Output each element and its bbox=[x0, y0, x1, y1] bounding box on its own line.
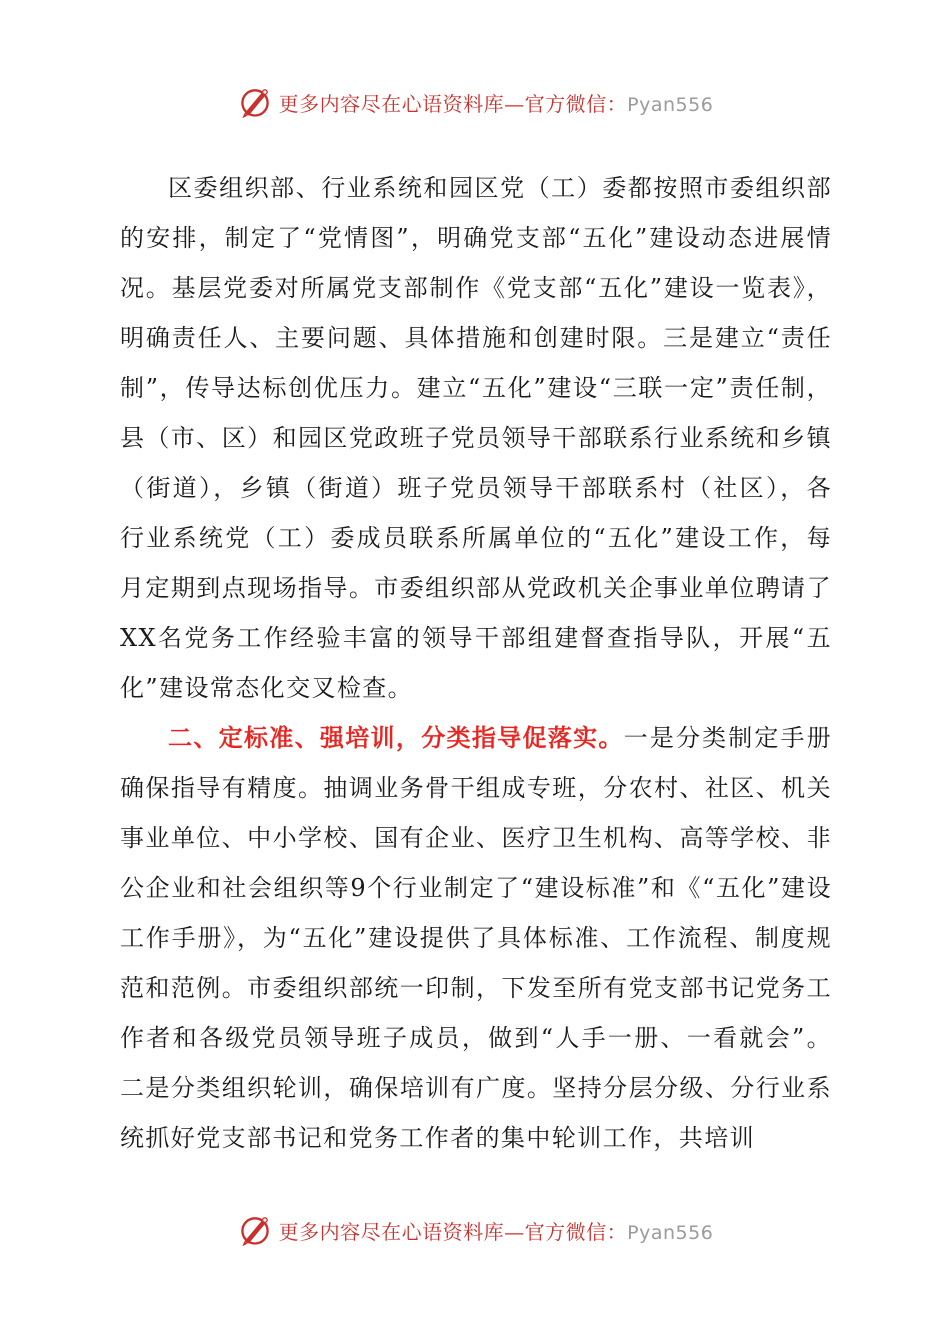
paragraph-2 bbox=[120, 713, 832, 1163]
wechat-id: Pyan556 bbox=[627, 1221, 714, 1244]
watermark-text: 更多内容尽在心语资料库—官方微信：Pyan556 bbox=[278, 91, 714, 116]
section-heading-2: 二、定标准、强培训，分类指导促落实。 bbox=[168, 724, 624, 752]
pen-circle-logo-icon bbox=[237, 1212, 273, 1248]
paragraph-1: 区委组织部、行业系统和园区党（工）委都按照市委组织部的安排，制定了“党情图”，明确党支部“五化”建设动态进展情况。基层党委对所属党支部制作《党支部“五化”建设一览表》，明确责任人、主要问题、具体措施和创建时限。三是建立“责任制”，传导达标创优压力。建立“五化”建设“三联一定”责任制，县（市、区）和园区党政班子党员领导干部联系行业系统和乡镇（街道），乡镇（街道）班子党员领导干部联系村（社区），各行业系统党（工）委成员联系所属单位的“五化”建设工作，每月定期到点现场指导。市委组织部从党政机关企事业单位聘请了XX名党务工作经验丰富的领导干部组建督查指导队，开展“五化”建设常态化交叉检查。 bbox=[120, 174, 832, 702]
pen-circle-logo-icon bbox=[237, 84, 273, 120]
watermark-banner-top bbox=[0, 80, 950, 124]
wechat-id: Pyan556 bbox=[627, 93, 714, 116]
document-body bbox=[120, 163, 832, 1163]
watermark-text: 更多内容尽在心语资料库—官方微信：Pyan556 bbox=[278, 1219, 714, 1244]
watermark-banner-bottom bbox=[0, 1208, 950, 1252]
paragraph-2-text: 一是分类制定手册确保指导有精度。抽调业务骨干组成专班，分农村、社区、机关事业单位、中小学校、国有企业、医疗卫生机构、高等学校、非公企业和社会组织等9个行业制定了“建设标准”和《“五化”建设工作手册》，为“五化”建设提供了具体标准、工作流程、制度规范和范例。市委组织部统一印制，下发至所有党支部书记党务工作者和各级党员领导班子成员，做到“人手一册、一看就会”。二是分类组织轮训，确保培训有广度。坚持分层分级、分行业系统抓好党支部书记和党务工作者的集中轮训工作，共培训 bbox=[120, 724, 832, 1152]
